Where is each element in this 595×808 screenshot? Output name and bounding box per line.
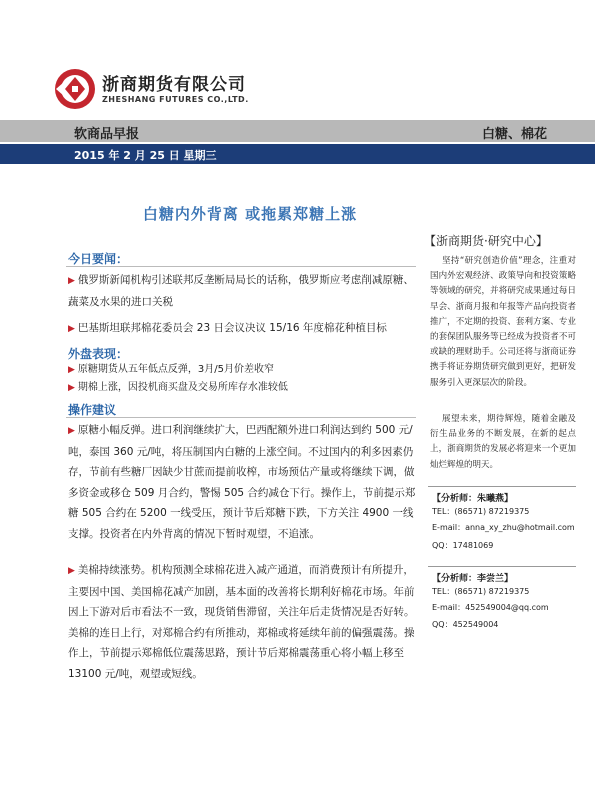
analyst-name: 【分析师：李尝兰】	[432, 574, 514, 584]
analyst-name: 【分析师：朱曦燕】	[432, 494, 514, 504]
sidebar-outlook: 展望未来，期待辉煌，随着金融及衍生品业务的不断发展，在新的起点上，浙商期货的发展必将迎来一个更加灿烂辉煌的明天。	[430, 414, 576, 470]
advice-item-sugar: ▶ 原糖小幅反弹。进口利润继续扩大，巴西配额外进口利润达到约 500 元/吨，泰国 360 元/吨，将压制国内白糖的上涨空间。不过国内的利多因素仍存，节前有些糖厂因缺少甘蔗而提前收榨，市场预估产量或将继续下调，做多资金或移仓 509 月合约，警惕 505 合约减仓下行。操作上，节前提示郑糖 505 合约在 5200 一线受压，预计节后郑糖下跌，下方关注 4900 一线支撑。投资者在内外背离的情况下暂时观望，不追涨。	[68, 424, 416, 540]
news-item: ▶ 巴基斯坦联邦棉花委员会 23 日会议决议 15/16 年度棉花种植目标	[68, 322, 387, 334]
date-band	[0, 144, 595, 164]
section-divider	[66, 417, 416, 418]
report-type-band	[0, 120, 595, 142]
sidebar-intro: 坚持“研究创造价值”理念，注重对国内外宏观经济、政策导向和投资策略等领域的研究，并将研究成果通过每日早会、浙商月报和年报等产品向投资者推广，不定期的投资、套利方案、专业的套保团队服务等已经成为投资者不可或缺的理财助手。公司还将与浙商证券携手将证券期货研究做到更好，把研发服务引入更深层次的阶段。	[430, 256, 576, 388]
report-products: 白糖、棉花	[481, 127, 547, 142]
arrow-marker-icon: ▶	[68, 566, 75, 576]
analyst-divider	[428, 486, 576, 487]
report-title: 白糖内外背离 或拖累郑糖上涨	[142, 205, 358, 223]
advice-item-cotton: ▶ 美棉持续涨势。机构预测全球棉花进入减产通道，而消费预计有所提升，主要因中国、美国棉花减产加剧，基本面的改善将长期利好棉花市场。年前因上下游对后市看法不一致，现货销售滞留，关注年后走货情况是否好转。美棉的连日上行，对郑棉合约有所推动，郑棉或将延续年前的偏强震荡。操作上，节前提示郑棉低位震荡思路，预计节后郑棉震荡重心将小幅上移至 13100 元/吨，观望或短线。	[68, 564, 415, 680]
analyst-divider	[428, 566, 576, 567]
overseas-heading: 外盘表现：	[68, 347, 129, 361]
analyst-qq: QQ：452549004	[432, 620, 499, 629]
report-date: 2015 年 2 月 25 日 星期三	[74, 149, 217, 162]
overseas-item: ▶ 原糖期货从五年低点反弹，3月/5月价差收窄	[68, 364, 275, 375]
arrow-marker-icon: ▶	[68, 276, 75, 286]
company-name-en: ZHESHANG FUTURES CO.,LTD.	[102, 95, 249, 104]
arrow-marker-icon: ▶	[68, 324, 75, 334]
analyst-tel: TEL：(86571) 87219375	[432, 587, 530, 596]
advice-heading: 操作建议	[68, 403, 117, 417]
arrow-marker-icon: ▶	[68, 383, 75, 393]
news-heading: 今日要闻：	[68, 252, 129, 266]
analyst-email: E-mail：anna_xy_zhu@hotmail.com	[432, 523, 575, 532]
analyst-email: E-mail：452549004@qq.com	[432, 603, 549, 612]
analyst-tel: TEL：(86571) 87219375	[432, 507, 530, 516]
arrow-marker-icon: ▶	[68, 426, 75, 436]
analyst-qq: QQ：17481069	[432, 541, 494, 550]
company-logo-icon	[54, 68, 96, 110]
arrow-marker-icon: ▶	[68, 365, 75, 375]
section-divider	[66, 266, 416, 267]
news-item: ▶ 俄罗斯新闻机构引述联邦反垄断局局长的话称，俄罗斯应考虑削减原糖、蔬菜及水果的进口关税	[68, 274, 414, 308]
report-type: 软商品早报	[74, 127, 140, 142]
sidebar-title: 【浙商期货·研究中心】	[424, 234, 548, 248]
company-name-cn: 浙商期货有限公司	[102, 75, 246, 95]
overseas-item: ▶ 期棉上涨，因投机商买盘及交易所库存水准较低	[68, 382, 288, 393]
